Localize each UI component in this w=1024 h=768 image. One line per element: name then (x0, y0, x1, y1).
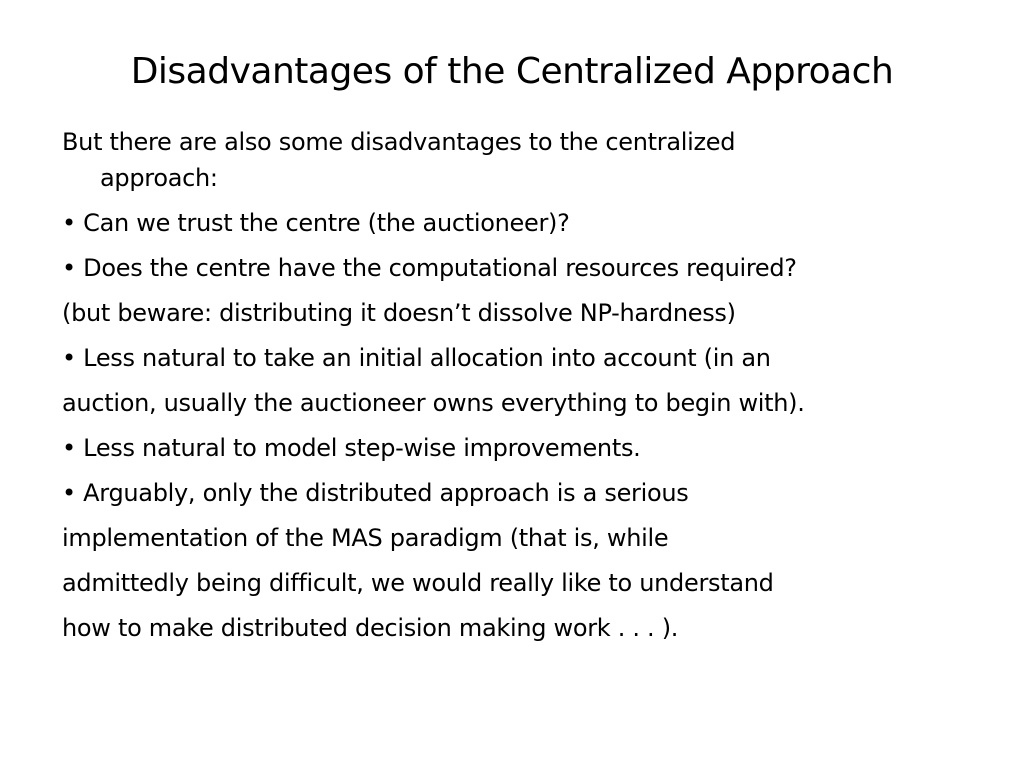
slide-body (62, 124, 962, 655)
bullet-distributed-approach: • Arguably, only the distributed approach is a serious (62, 479, 689, 507)
bullet-step-wise-improvements: • Less natural to model step-wise improvements. (62, 434, 641, 462)
bullet-distributed-approach-line3: admittedly being difficult, we would really like to understand (62, 569, 774, 597)
bullet-trust-centre: • Can we trust the centre (the auctioneer)? (62, 209, 570, 237)
bullet-initial-allocation: • Less natural to take an initial allocation into account (in an (62, 344, 771, 372)
intro-paragraph (62, 124, 962, 196)
bullet-distributed-approach-line4: how to make distributed decision making work . . . ). (62, 614, 679, 642)
intro-continuation: approach: (100, 164, 218, 192)
bullet-distributed-approach-line2: implementation of the MAS paradigm (that is, while (62, 524, 669, 552)
slide-title: Disadvantages of the Centralized Approach (130, 51, 894, 92)
note-np-hardness: (but beware: distributing it doesn’t dissolve NP-hardness) (62, 299, 736, 327)
bullet-computational-resources: • Does the centre have the computational resources required? (62, 254, 797, 282)
bullet-initial-allocation-continued: auction, usually the auctioneer owns everything to begin with). (62, 389, 805, 417)
intro-line: But there are also some disadvantages to the centralized (62, 128, 736, 156)
